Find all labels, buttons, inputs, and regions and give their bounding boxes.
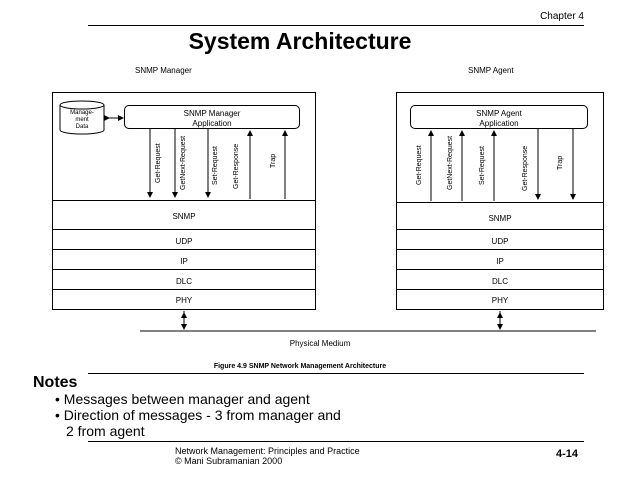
chapter-label: Chapter 4: [540, 11, 584, 22]
manager-msg-getnext-request: GetNext-Request: [180, 135, 187, 190]
manager-app-line-1: SNMP Manager: [183, 109, 241, 118]
agent-app-line-1: SNMP Agent: [476, 109, 522, 118]
manager-msg-get-response: Get-Response: [233, 143, 240, 189]
agent-app-line-2: Application: [479, 119, 519, 128]
footer-line-1: Network Management: Principles and Practice: [175, 446, 360, 456]
page-number: 4-14: [556, 448, 579, 460]
manager-msg-trap: Trap: [270, 153, 277, 168]
physical-medium-label: Physical Medium: [289, 339, 351, 348]
agent-column-label: SNMP Agent: [468, 66, 514, 75]
notes-heading: Notes: [33, 374, 78, 391]
database-top: [60, 101, 104, 109]
agent-msg-set-request: Set-Request: [479, 146, 486, 185]
note-bullet-2: • Direction of messages - 3 from manager and: [55, 407, 341, 423]
note-bullet-2-continued: 2 from agent: [66, 423, 145, 439]
manager-app-line-2: Application: [192, 119, 232, 128]
agent-msg-get-request: Get-Request: [416, 145, 423, 185]
manager-column-label: SNMP Manager: [135, 66, 192, 75]
layer-label-udp: UDP: [175, 237, 193, 246]
manager-application-box: [124, 105, 300, 129]
layer-label-phy: PHY: [491, 296, 509, 305]
manager-msg-get-request: Get-Request: [155, 143, 162, 183]
management-data-line-2: ment: [75, 117, 89, 123]
layer-label-dlc: DLC: [175, 277, 192, 286]
note-bullet-1: • Messages between manager and agent: [55, 391, 310, 407]
layer-label-udp: UDP: [491, 237, 509, 246]
layer-label-ip: IP: [180, 257, 188, 266]
footer-rule: [88, 441, 584, 442]
caption-rule: [88, 373, 584, 374]
agent-msg-trap: Trap: [557, 155, 564, 170]
agent-msg-getnext-request: GetNext-Request: [447, 135, 454, 190]
layer-label-ip: IP: [496, 257, 504, 266]
manager-msg-set-request: Set-Request: [212, 146, 219, 185]
agent-application-box: [410, 105, 588, 129]
layer-label-dlc: DLC: [491, 277, 508, 286]
layer-label-phy: PHY: [175, 296, 193, 305]
layer-label-snmp: SNMP: [172, 212, 196, 221]
figure-caption: Figure 4.9 SNMP Network Management Architecture: [213, 363, 387, 370]
layer-label-snmp: SNMP: [488, 214, 512, 223]
page-title: System Architecture: [188, 28, 412, 54]
agent-msg-get-response: Get-Response: [522, 145, 529, 191]
management-data-line-1: Manage-: [70, 110, 94, 116]
footer-line-2: © Mani Subramanian 2000: [175, 456, 283, 466]
management-data-label: [62, 110, 102, 131]
management-data-line-3: Data: [75, 124, 89, 130]
